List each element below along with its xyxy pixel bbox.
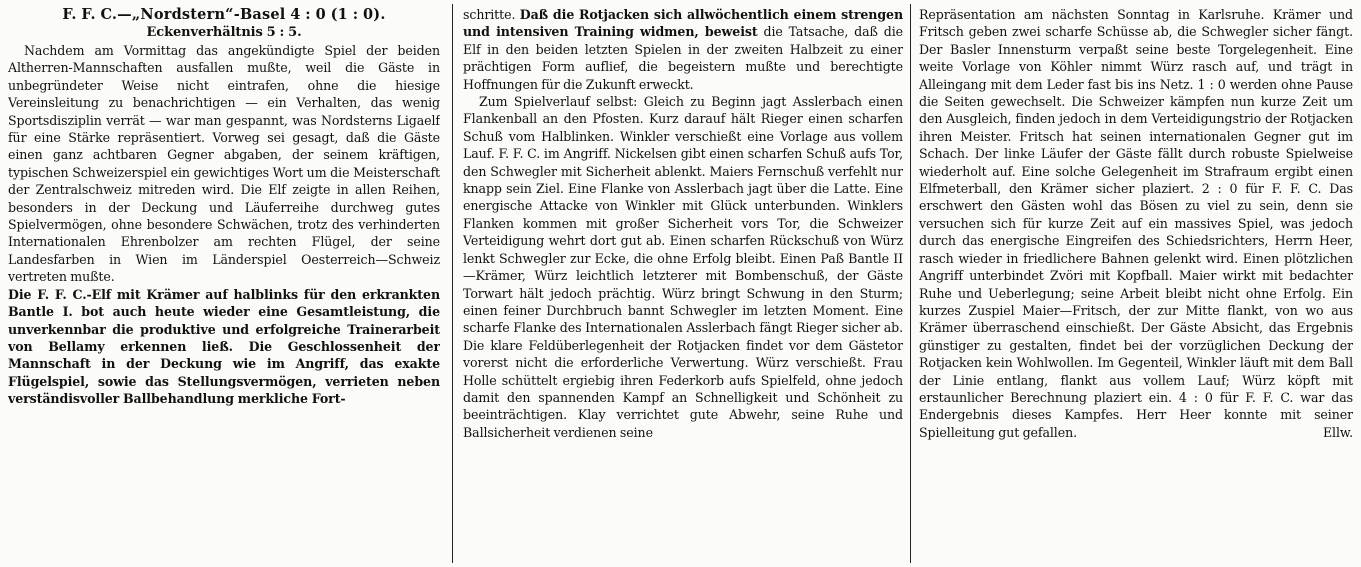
article-column-3 <box>919 6 1353 563</box>
author-signature: Ellw. <box>1322 424 1353 440</box>
article-column-1 <box>8 6 440 563</box>
paragraph-intro: Nachdem am Vormittag das angekündigte Spiel der beiden Altherren-Mannschaften ausfallen mußte, weil die Gäste in unbegründeter Weise nicht eintrafen, ohne die hiesige Vereinsleitung zu benachrichtigen — ein Verhalten, das wenig Sportsdisziplin verrät — war man gespannt, was Nordsterns Ligaelf für eine Stärke repräsentiert. Vorweg sei gesagt, daß die Gäste einen ganz achtbaren Gegner abgaben, der seinem kräftigen, typischen Schweizerspiel ein gewichtiges Wort um die Meisterschaft der Zentralschweiz mitreden wird. Die Elf zeigte in allen Reihen, besonders in der Deckung und Läuferreihe durchweg gutes Spielvermögen, ohne besondere Schwächen, trotz des verhinderten Internationalen Ehrenbolzer am rechten Flügel, der seine Landesfarben in Wien im Länderspiel Oesterreich—Schweiz vertreten mußte. <box>8 43 440 285</box>
article-column-2 <box>463 6 903 563</box>
article-subheadline: Eckenverhältnis 5 : 5. <box>146 25 302 40</box>
second-half-text: Repräsentation am nächsten Sonntag in Karlsruhe. Krämer und Fritsch geben zwei scharfe Schüsse ab, die Schwegler sicher fängt. Der Basler Innensturm verpaßt seine beste Torgelegenheit. Eine weite Vorlage von Köhler nimmt Würz rasch auf, und trägt in Alleingang mit dem Leder fast bis ins Netz. 1 : 0 werden ohne Pause die Seiten gewechselt. Die Schweizer kämpfen nun kurze Zeit um den Ausgleich, finden jedoch in dem Verteidigungstrio der Rotjacken ihren Meister. Fritsch hat seinen internationalen Gegner gut im Schach. Der linke Läufer der Gäste fällt durch robuste Spielweise wiederholt auf. Eine solche Gelegenheit im Strafraum ergibt einen Elfmeterball, den Krämer sicher plaziert. 2 : 0 für F. F. C. Das erschwert den Gästen wohl das Bösen zu viel zu sein, denn sie versuchen sich für kurze Zeit auf ein massives Spiel, was jedoch durch das energische Eingreifen des Schiedsrichters, Herrn Heer, rasch wieder in friedlichere Bahnen gelenkt wird. Einen plötzlichen Angriff unterbindet Zvöri mit Kopfball. Maier wirkt mit bedachter Ruhe und Ueberlegung; seine Arbeit bleibt nicht ohne Erfolg. Ein kurzes Zuspiel Maier—Fritsch, der zur Mitte flankt, von wo aus Krämer überraschend einschießt. Der Gäste Absicht, das Ergebnis günstiger zu gestalten, findet bei der vorzüglichen Deckung der Rotjacken kein Wohlwollen. Im Gegenteil, Winkler läuft mit dem Ball der Linie entlang, flankt aus vollem Lauf; Würz köpft mit erstaunlicher Berechnung plaziert ein. 4 : 0 für F. F. C. war das Endergebnis dieses Kampfes. Herr Heer konnte mit seiner Spielleitung gut gefallen. <box>919 7 1353 440</box>
paragraph-second-half <box>919 6 1353 441</box>
article-headline: F. F. C.—„Nordstern“-Basel 4 : 0 (1 : 0). <box>62 6 386 23</box>
column-divider <box>452 4 453 563</box>
text-continuation: schritte. <box>463 7 516 22</box>
paragraph-team-performance: Die F. F. C.-Elf mit Krämer auf halblinks für den erkrankten Bantle I. bot auch heute wieder eine Gesamtleistung, die unverkennbar die produktive und erfolgreiche Trainerarbeit von Bellamy erkennen ließ. Die Geschlossenheit der Mannschaft in der Deckung wie im Angriff, das exakte Flügelspiel, sowie das Stellungsvermögen, verrieten neben verständisvoller Ballbehandlung merkliche Fort- <box>8 286 440 407</box>
text-training-conclusion: die Tatsache, daß die Elf in den beiden letzten Spielen in der zweiten Halbzeit zu einer prächtigen Form auflief, die begeistern mußte und berechtigte Hoffnungen für die Zukunft erweckt. <box>463 24 903 92</box>
text-training-highlight: Daß die Rotjacken sich allwöchentlich einem strengen und intensiven Training widmen, beweist <box>463 7 903 40</box>
column-divider <box>910 4 911 563</box>
paragraph-match-report: Zum Spielverlauf selbst: Gleich zu Beginn jagt Asslerbach einen Flankenball an den Pfosten. Kurz darauf hält Rieger einen scharfen Schuß vom Halblinken. Winkler verschießt eine Vorlage aus vollem Lauf. F. F. C. im Angriff. Nickelsen gibt einen scharfen Schuß aufs Tor, den Schwegler mit Sicherheit ablenkt. Maiers Fernschuß verfehlt nur knapp sein Ziel. Eine Flanke von Asslerbach jagt über die Latte. Eine energische Attacke von Winkler mit Glück unterbunden. Winklers Flanken kommen mit großer Sicherheit vors Tor, die Schweizer Verteidigung wehrt dort gut ab. Einen scharfen Rückschuß von Würz lenkt Schwegler zur Ecke, die ohne Erfolg bleibt. Einen Paß Bantle II—Krämer, Würz leichtlich letzterer mit Bombenschuß, der Gäste Torwart hält jedoch prächtig. Würz bringt Schwung in den Sturm; einen feiner Durchbruch bannt Schwegler im letzten Moment. Eine scharfe Flanke des Internationalen Asslerbach fängt Rieger sicher ab. Die klare Feldüberlegenheit der Rotjacken findet vor dem Gästetor vorerst nicht die erforderliche Verwertung. Würz verschießt. Frau Holle schüttelt ergiebig ihren Federkorb aufs Spielfeld, ohne jedoch damit den spannenden Kampf an Schnelligkeit und Schönheit zu beeinträchtigen. Klay verrichtet gute Abwehr, seine Ruhe und Ballsicherheit verdienen seine <box>463 94 903 440</box>
